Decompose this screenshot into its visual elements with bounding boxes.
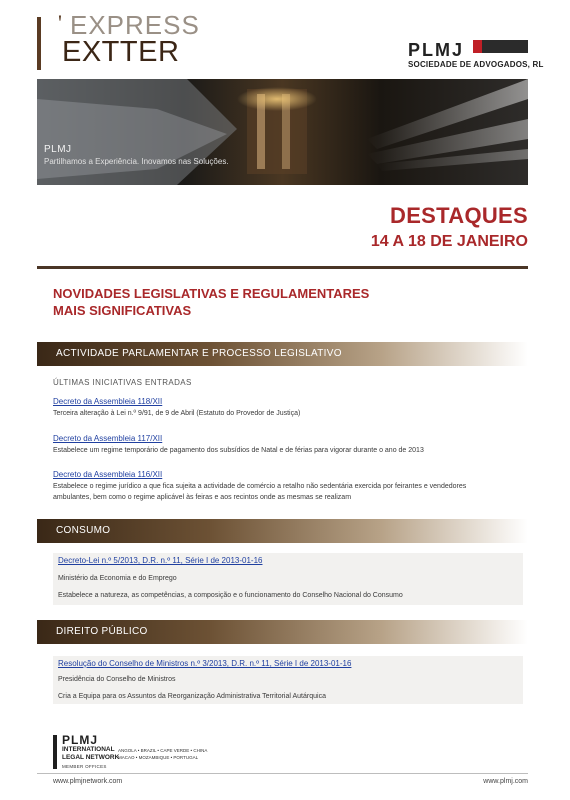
hero-brand: PLMJ bbox=[44, 144, 72, 155]
intro-heading bbox=[53, 285, 493, 319]
section-banner-direito-publico bbox=[37, 620, 528, 644]
decree-link[interactable]: Decreto da Assembleia 118/XII bbox=[53, 397, 163, 406]
entity-name: Ministério da Economia e do Emprego bbox=[58, 575, 177, 582]
section-label: DIREITO PÚBLICO bbox=[56, 626, 148, 637]
masthead-bar bbox=[37, 17, 41, 70]
decree-law-link[interactable]: Decreto-Lei n.º 5/2013, D.R. n.º 11, Série I de 2013-01-16 bbox=[58, 556, 263, 565]
masthead-express: EXPRESS bbox=[70, 10, 200, 40]
decree-description: Terceira alteração à Lei n.º 9/91, de 9 de Abril (Estatuto do Provedor de Justiça) bbox=[53, 410, 301, 417]
entity-name: Presidência do Conselho de Ministros bbox=[58, 676, 176, 683]
footer-logo-bar bbox=[53, 735, 57, 769]
decree-description-line-1: Estabelece o regime jurídico a que fica sujeita a actividade de comércio a retalho não sedentária exercida por feirantes e vendedores bbox=[53, 483, 467, 490]
intro-line-2: MAIS SIGNIFICATIVAS bbox=[53, 303, 192, 318]
footer-countries-line-2: MACAO • MOZAMBIQUE • PORTUGAL bbox=[118, 755, 199, 760]
decree-link[interactable]: Decreto da Assembleia 116/XII bbox=[53, 470, 163, 479]
item-description: Cria a Equipa para os Assuntos da Reorganização Administrativa Territorial Autárquica bbox=[58, 693, 326, 700]
plmj-logo-subtitle: SOCIEDADE DE ADVOGADOS, RL bbox=[408, 60, 544, 69]
decree-link[interactable]: Decreto da Assembleia 117/XII bbox=[53, 434, 163, 443]
masthead-apostrophe: ' bbox=[58, 10, 62, 35]
resolution-link[interactable]: Resolução do Conselho de Ministros n.º 3/2013, D.R. n.º 11, Série I de 2013-01-16 bbox=[58, 659, 352, 668]
footer-countries-line-1: ANGOLA • BRAZIL • CAPE VERDE • CHINA bbox=[118, 748, 208, 753]
masthead-exttter: EXTTER bbox=[62, 36, 180, 68]
plmj-logo-red-block bbox=[473, 40, 482, 53]
section-subheading: ÚLTIMAS INICIATIVAS ENTRADAS bbox=[53, 378, 192, 387]
page-title: DESTAQUES bbox=[390, 203, 528, 228]
footer-network-line-1: INTERNATIONAL bbox=[62, 746, 115, 753]
footer-countries bbox=[118, 747, 228, 761]
section-banner-actividade bbox=[37, 342, 528, 366]
footer-divider bbox=[37, 773, 528, 774]
section-label: CONSUMO bbox=[56, 525, 111, 536]
footer-member-offices: MEMBER OFFICES bbox=[62, 764, 107, 769]
plmj-logo-dark-block bbox=[482, 40, 528, 53]
footer-network-line-2: LEGAL NETWORK bbox=[62, 753, 120, 761]
footer-site-url[interactable]: www.plmj.com bbox=[483, 778, 528, 785]
section-label: ACTIVIDADE PARLAMENTAR E PROCESSO LEGISLATIVO bbox=[56, 348, 342, 359]
decree-description: Estabelece um regime temporário de pagamento dos subsídios de Natal e de férias para vigorar durante o ano de 2013 bbox=[53, 447, 424, 454]
decree-description-line-2: ambulantes, bem como o regime aplicável às feiras e aos recintos onde as mesmas se realizam bbox=[53, 494, 352, 501]
footer-network bbox=[62, 746, 119, 761]
footer-logo: PLMJ bbox=[62, 733, 99, 747]
page-date: 14 A 18 DE JANEIRO bbox=[370, 233, 528, 250]
item-description: Estabelece a natureza, as competências, a composição e o funcionamento do Conselho Nacional do Consumo bbox=[58, 592, 403, 599]
title-divider bbox=[37, 266, 528, 269]
intro-line-1: NOVIDADES LEGISLATIVAS E REGULAMENTARES bbox=[53, 286, 370, 301]
section-banner-consumo bbox=[37, 519, 528, 543]
plmj-logo: PLMJ bbox=[408, 40, 465, 60]
hero-slogan: Partilhamos a Experiência. Inovamos nas Soluções. bbox=[44, 157, 229, 166]
footer-network-url[interactable]: www.plmjnetwork.com bbox=[53, 778, 123, 785]
hero-image bbox=[37, 79, 528, 185]
